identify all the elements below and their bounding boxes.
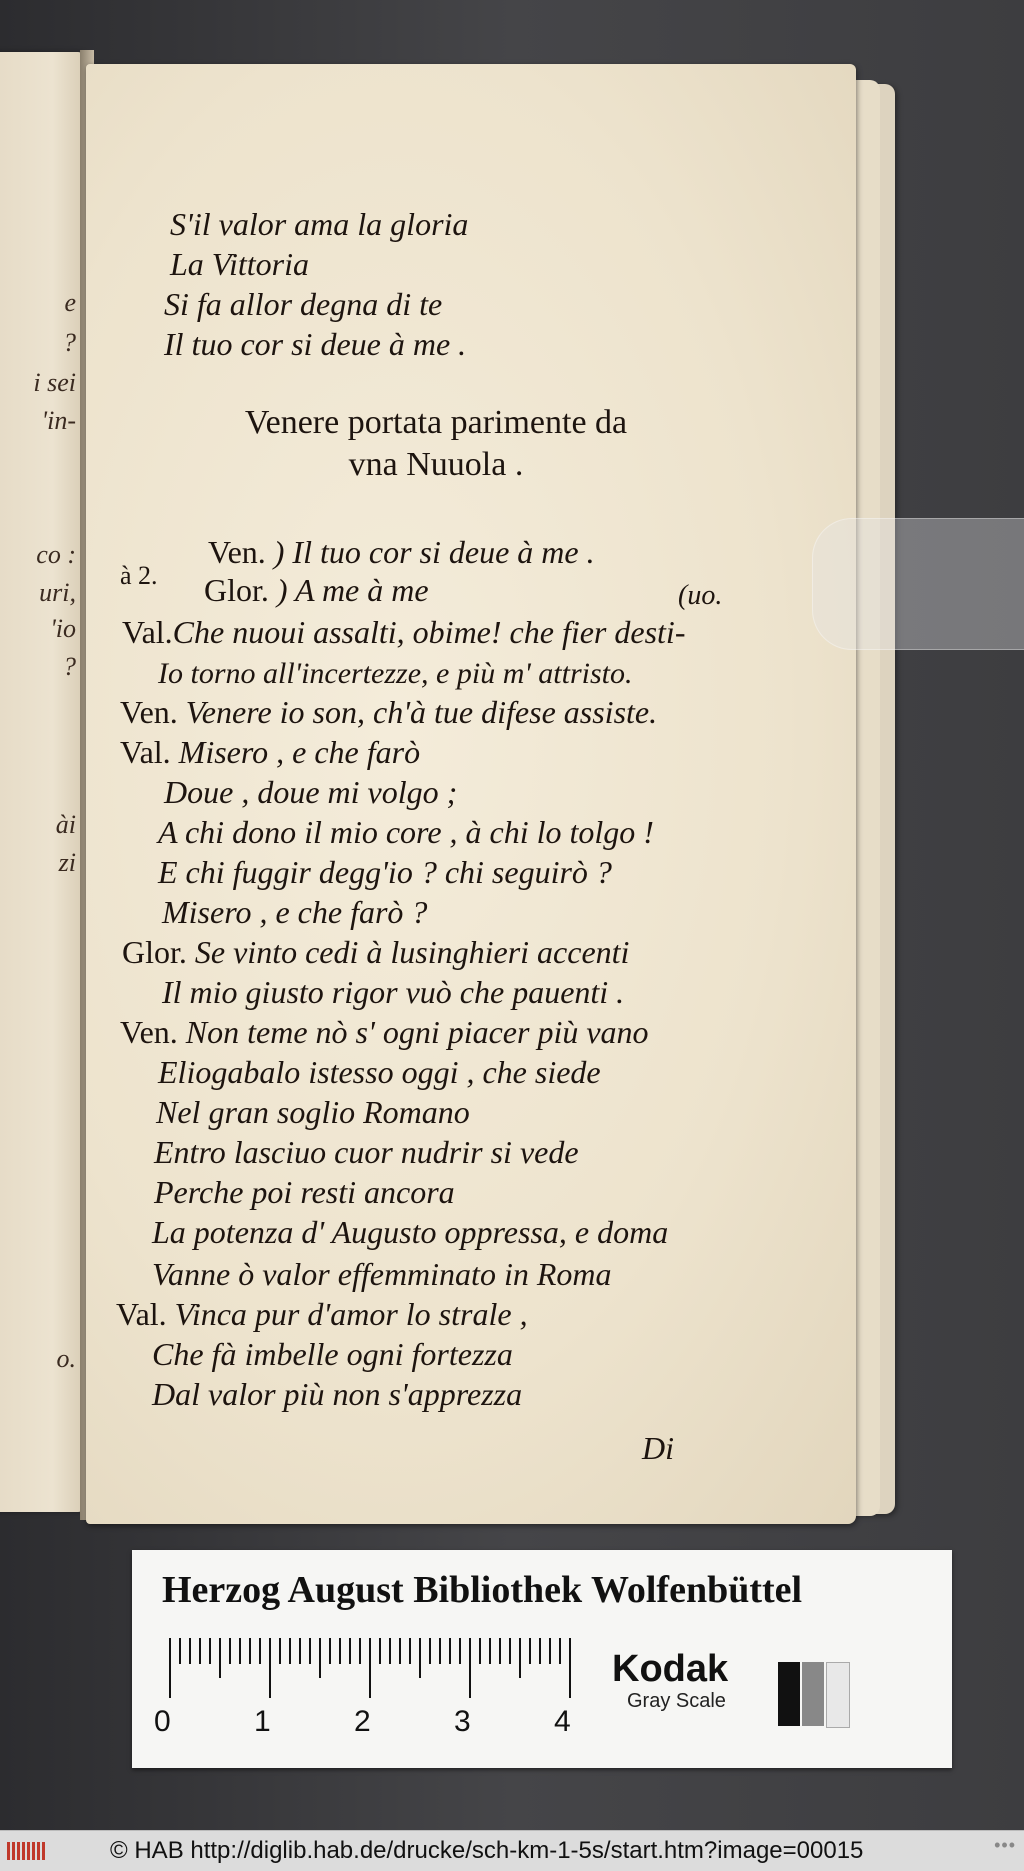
line-text: ) A me à me <box>276 572 429 608</box>
book-page <box>86 64 856 1524</box>
stage-direction: vna Nuuola . <box>348 446 524 483</box>
hab-logo-icon <box>6 1839 46 1863</box>
kodak-brand: Kodak <box>612 1648 729 1690</box>
left-page-fragment: e <box>64 288 76 317</box>
verse-line: Il tuo cor si deue à me . <box>164 326 467 362</box>
left-page-fragment: 'io <box>50 614 76 643</box>
verse-line: La Vittoria <box>170 246 309 282</box>
footer-bar <box>0 1830 1024 1871</box>
speaker: Val. <box>122 614 173 650</box>
left-page-fragment: ài <box>55 810 76 839</box>
ruler-number: 4 <box>554 1705 571 1738</box>
left-page-fragment: uri, <box>39 578 76 607</box>
speaker: Ven. <box>208 534 266 570</box>
gray-swatch <box>778 1662 800 1726</box>
line-text: Venere io son, ch'à tue difese assiste. <box>185 694 658 730</box>
dialogue-line: Che fà imbelle ogni fortezza <box>152 1336 513 1372</box>
duet-line <box>208 534 595 570</box>
gray-swatch <box>826 1662 850 1728</box>
ruler-number: 3 <box>454 1705 471 1738</box>
dialogue-line <box>120 1014 649 1050</box>
dialogue-line <box>122 614 685 650</box>
speaker: Glor. <box>204 572 269 608</box>
dialogue-line: Perche poi resti ancora <box>154 1174 455 1210</box>
left-page-fragment: zi <box>58 848 76 877</box>
dialogue-line: Entro lasciuo cuor nudrir si vede <box>154 1134 579 1170</box>
dialogue-line <box>120 694 657 730</box>
left-page-fragment: ? <box>63 328 76 357</box>
dialogue-line: Io torno all'incertezze, e più m' attristo. <box>158 657 633 690</box>
left-page-fragment: i sei <box>33 368 76 397</box>
speaker: Val. <box>116 1296 167 1332</box>
line-text: ) Il tuo cor si deue à me . <box>273 534 595 570</box>
gray-scale-label: Gray Scale <box>627 1690 726 1712</box>
ruler-number: 1 <box>254 1705 271 1738</box>
verse-line: Si fa allor degna di te <box>164 286 443 322</box>
dialogue-line: La potenza d' Augusto oppressa, e doma <box>152 1214 669 1250</box>
dialogue-line: Dal valor più non s'apprezza <box>152 1376 523 1412</box>
scale-card <box>132 1550 952 1768</box>
duet-marker: à 2. <box>120 561 158 590</box>
dialogue-line: Misero , e che farò ? <box>162 894 428 930</box>
left-page-fragment: co : <box>36 540 76 569</box>
dialogue-line <box>116 1296 528 1332</box>
dialogue-line: E chi fuggir degg'io ? chi seguirò ? <box>158 854 612 890</box>
dialogue-line <box>122 934 629 970</box>
speaker: Val. <box>120 734 171 770</box>
dialogue-line: Eliogabalo istesso oggi , che siede <box>158 1054 601 1090</box>
ruler-ticks <box>162 1638 602 1708</box>
line-text: Non teme nò s' ogni piacer più vano <box>185 1014 649 1050</box>
verse-line: S'il valor ama la gloria <box>170 206 469 242</box>
speaker: Ven. <box>120 694 178 730</box>
dialogue-line: A chi dono il mio core , à chi lo tolgo ! <box>158 814 654 850</box>
dialogue-line: Il mio giusto rigor vuò che pauenti . <box>162 974 625 1010</box>
speaker: Ven. <box>120 1014 178 1050</box>
page-clip <box>812 518 1024 650</box>
line-text: Se vinto cedi à lusinghieri accenti <box>194 934 630 970</box>
dialogue-line: Vanne ò valor effemminato in Roma <box>152 1256 612 1292</box>
line-text: Vinca pur d'amor lo strale , <box>174 1296 528 1332</box>
dialogue-line: Nel gran soglio Romano <box>156 1094 470 1130</box>
line-text: Che nuoui assalti, obime! che fier desti- <box>172 614 686 650</box>
library-title: Herzog August Bibliothek Wolfenbüttel <box>162 1569 803 1611</box>
more-icon: ••• <box>994 1835 1016 1855</box>
copyright-link[interactable]: © HAB http://diglib.hab.de/drucke/sch-km-1-5s/start.htm?image=00015 <box>110 1837 864 1864</box>
catchword: Di <box>642 1430 674 1466</box>
left-page-fragment: ? <box>63 652 76 681</box>
dialogue-line: Doue , doue mi volgo ; <box>164 774 458 810</box>
stage-direction: Venere portata parimente da <box>244 404 628 441</box>
line-text: Misero , e che farò <box>178 734 421 770</box>
left-page <box>0 52 84 1512</box>
left-page-fragment: o. <box>56 1344 76 1373</box>
ruler-number: 0 <box>154 1705 171 1738</box>
speaker: Glor. <box>122 934 187 970</box>
dialogue-line <box>120 734 420 770</box>
margin-note: (uo. <box>678 580 723 611</box>
ruler-number: 2 <box>354 1705 371 1738</box>
gray-swatch <box>802 1662 824 1726</box>
left-page-fragment: 'in- <box>41 406 76 435</box>
duet-line <box>204 572 429 608</box>
